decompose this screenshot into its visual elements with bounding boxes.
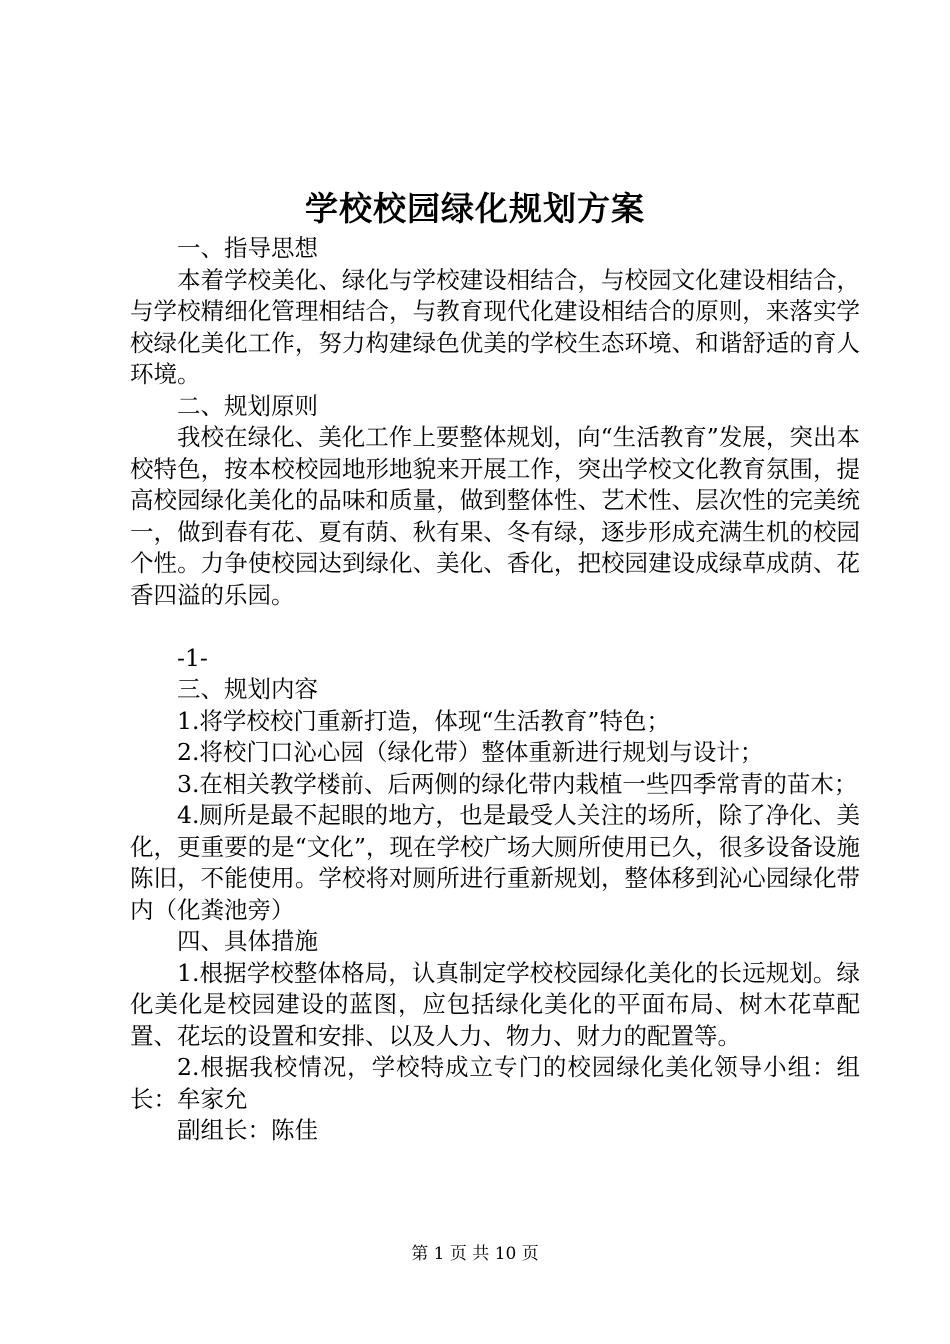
- list-item: 1.将学校校门重新打造，体现“生活教育”特色；: [177, 706, 670, 735]
- list-item: 1.根据学校整体格局，认真制定学校校园绿化美化的长远规划。绿化美化是校园建设的蓝图，应包括绿化美化的平面布局、树木花草配置、花坛的设置和安排、以及人力、物力、财力的配置等。: [130, 958, 860, 1050]
- document-title: 学校校园绿化规划方案: [305, 189, 645, 228]
- document-body: [130, 233, 860, 1147]
- list-item: 2.将校门口沁心园（绿化带）整体重新进行规划与设计；: [177, 738, 764, 766]
- list-item: 3.在相关教学楼前、后两侧的绿化带内栽植一些四季常青的苗木；: [177, 769, 858, 798]
- section-heading: 三、规划内容: [177, 675, 318, 703]
- paragraph: 本着学校美化、绿化与学校建设相结合，与校园文化建设相结合，与学校精细化管理相结合，与教育现代化建设相结合的原则，来落实学校绿化美化工作，努力构建绿色优美的学校生态环境、和谐舒适的育人环境。: [130, 265, 860, 388]
- list-item: 4.厕所是最不起眼的地方，也是最受人关注的场所，除了净化、美化，更重要的是“文化”，现在学校广场大厕所使用已久，很多设备设施陈旧，不能使用。学校将对厕所进行重新规划，整体移到沁心园绿化带内（化粪池旁）: [130, 801, 860, 924]
- paragraph: 我校在绿化、美化工作上要整体规划，向“生活教育”发展，突出本校特色，按本校校园地形地貌来开展工作，突出学校文化教育氛围，提高校园绿化美化的品味和质量，做到整体性、艺术性、层次性的完美统一，做到春有花、夏有荫、秋有果、冬有绿，逐步形成充满生机的校园个性。力争使校园达到绿化、美化、香化，把校园建设成绿草成荫、花香四溢的乐园。: [130, 423, 860, 609]
- section-heading: 二、规划原则: [177, 391, 318, 420]
- inline-page-number: -1-: [177, 643, 208, 672]
- section-heading: 一、指导思想: [177, 234, 318, 262]
- page-footer: 第 1 页 共 10 页: [411, 1244, 539, 1264]
- paragraph: 副组长：陈佳: [177, 1116, 318, 1144]
- section-heading: 四、具体措施: [177, 927, 318, 955]
- list-item: 2.根据我校情况，学校特成立专门的校园绿化美化领导小组：组长：牟家允: [130, 1053, 860, 1113]
